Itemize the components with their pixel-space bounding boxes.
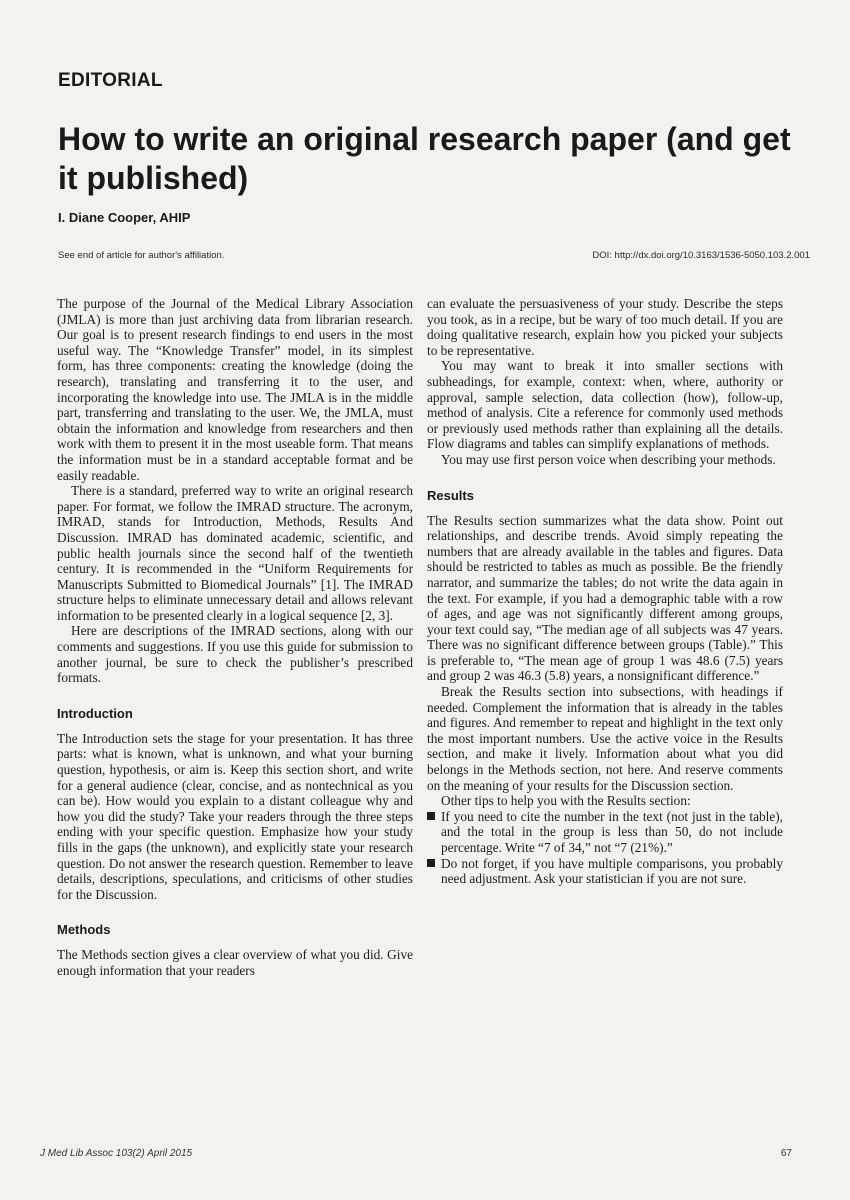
section-label: EDITORIAL (58, 70, 163, 91)
journal-citation: J Med Lib Assoc 103(2) April 2015 (40, 1148, 193, 1159)
methods-paragraph-2: You may want to break it into smaller sections with subheadings, for example, context: when, where, authority or approval, sample selection, data collection (how), follow-up, method of analysis. Cite a reference for commonly used methods or previously used methods rather than explaining all the details. Flow diagrams and tables can simplify explanations of methods. (427, 358, 783, 452)
methods-heading: Methods (57, 922, 111, 938)
introduction-heading: Introduction (57, 705, 133, 721)
bullet-1-text: If you need to cite the number in the text (not just in the table), and the total in the group is less than 50, do not include percentage. Write “7 of 34,” not “7 (21%).” (441, 808, 783, 855)
intro-paragraph-1: The purpose of the Journal of the Medical Library Association (JMLA) is more than just archiving data from librarian research. Our goal is to present research findings to end users in the most useful way. The “Knowledge Transfer” model, in its simplest form, has three components: creating the knowledge (doing the research), translating and transferring it to the user, and incorporating the knowledge into use. The JMLA is in the middle part, transferring and translating to the user. We, the JMLA, must obtain the information and knowledge from researchers and then work with them to present it in the most useable form. That means the information must be in a standard acceptable format and be easily readable. (57, 296, 413, 483)
intro-paragraph-3: Here are descriptions of the IMRAD sections, along with our comments and suggestions. If you use this guide for submission to another journal, be sure to check the publisher’s prescribed formats. (57, 623, 413, 686)
introduction-paragraph: The Introduction sets the stage for your presentation. It has three parts: what is known, what is unknown, and what your burning question, hypothesis, or aim is. Keep this section short, and write for a general audience (clear, concise, and as nontechnical as you can be). How would you explain to a distant colleague why and how you did the study? Take your readers through the three steps ending with your specific question. Emphasize how your study fills in the gaps (the unknown), and explicitly state your research question. Do not answer the research question. Remember to leave details, descriptions, speculations, and criticisms of other studies for the Discussion. (57, 730, 413, 902)
results-tip-bullet-1 (427, 809, 783, 856)
intro-paragraph-2: There is a standard, preferred way to write an original research paper. For format, we follow the IMRAD structure. The acronym, IMRAD, stands for Introduction, Methods, Results And Discussion. IMRAD has dominated academic, scientific, and public health journals since the second half of the twentieth century. It is recommended in the “Uniform Requirements for Manuscripts Submitted to Biomedical Journals” [1]. The IMRAD structure helps to eliminate unnecessary detail and allows relevant information to be presented clearly in a logical sequence [2, 3]. (57, 483, 413, 623)
bullet-square-icon (427, 812, 435, 820)
methods-paragraph-continued: can evaluate the persuasiveness of your study. Describe the steps you took, as in a recipe, but be wary of too much detail. If you are doing qualitative research, explain how you picked your subjects to be representative. (427, 296, 783, 358)
methods-paragraph-3: You may use first person voice when describing your methods. (441, 451, 776, 467)
right-column (427, 296, 783, 887)
bullet-square-icon (427, 859, 435, 867)
article-title: How to write an original research paper (and get it published) (58, 121, 791, 196)
doi-link[interactable]: DOI: http://dx.doi.org/10.3163/1536-5050.103.2.001 (592, 250, 810, 261)
page-number: 67 (780, 1148, 792, 1159)
results-paragraph-3: Other tips to help you with the Results section: (441, 793, 691, 809)
results-tip-bullet-2 (427, 856, 783, 887)
author-line: I. Diane Cooper, AHIP (58, 210, 191, 225)
results-paragraph-2: Break the Results section into subsections, with headings if needed. Complement the information that is already in the tables and figures. And remember to repeat and highlight in the text only the most important numbers. Use the active voice in the Results section, and make it lively. Information about what you did belongs in the Methods section, not here. And reserve comments on the meaning of your results for the Discussion section. (427, 684, 783, 793)
methods-paragraph-1: The Methods section gives a clear overview of what you did. Give enough information that your readers (57, 947, 413, 978)
bullet-2-text: Do not forget, if you have multiple comparisons, you probably need adjustment. Ask your statistician if you are not sure. (441, 855, 783, 887)
results-paragraph-1: The Results section summarizes what the data show. Point out relationships, and describe trends. Avoid simply repeating the numbers that are already available in the tables and figures. Data should be restricted to tables as much as possible. Be the friendly narrator, and summarize the tables; do not write the data again in the text. For example, if you had a demographic table with a row of ages, and age was not significantly different among groups, your text could say, “The median age of all subjects was 47 years. There was no significant difference between groups (Table).” This is preferable to, “The mean age of group 1 was 48.6 (7.5) years and group 2 was 46.3 (5.8) years, a nonsignificant difference.” (427, 512, 783, 684)
results-heading: Results (427, 487, 474, 503)
affiliation-note: See end of article for author's affiliation. (58, 250, 225, 261)
left-column (57, 296, 413, 979)
